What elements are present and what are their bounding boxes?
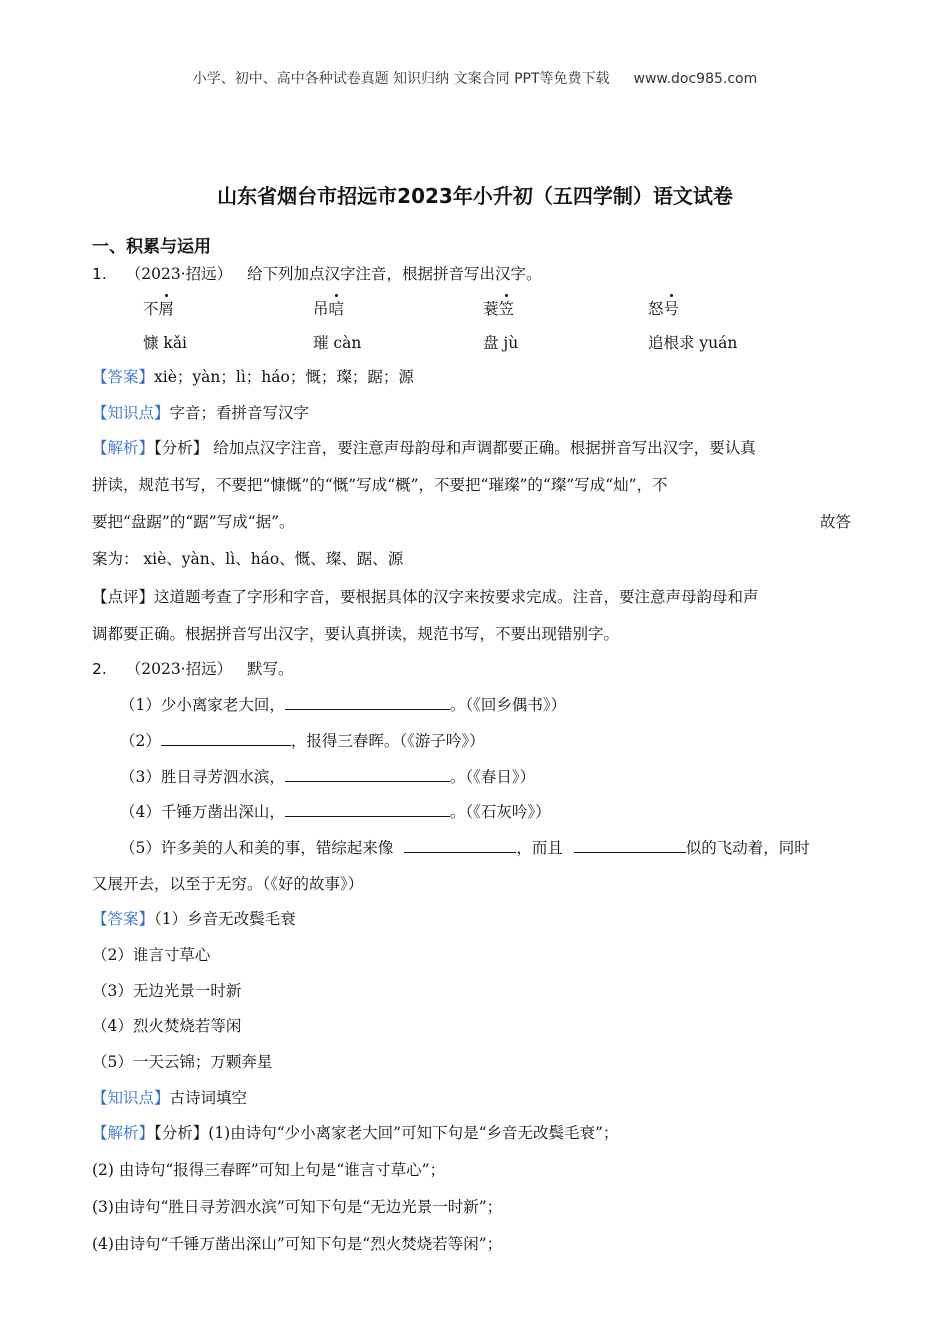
dotted-char: 号 <box>664 297 680 319</box>
knowledge-text: 古诗词填空 <box>169 1089 248 1107</box>
q1-analysis-line-2: 拼读，规范书写，不要把“慷慨”的“慨”写成“概”，不要把“璀璨”的“璨”写成“灿”，不 <box>92 476 668 494</box>
header-site[interactable]: www.doc985.com <box>633 71 758 87</box>
q1-item-1: 不屑 <box>143 297 174 319</box>
fill-blank[interactable] <box>285 695 450 710</box>
q2-analysis-line-2: (2) 由诗句“报得三春晖”可知上句是“谁言寸草心”； <box>92 1161 446 1179</box>
q2-analysis-line-3: (3)由诗句“胜日寻芳泗水滨”可知下句是“无边光景一时新”； <box>92 1198 503 1216</box>
knowledge-text: 字音；看拼音写汉字 <box>169 404 310 422</box>
knowledge-label: 【知识点】 <box>92 1089 170 1107</box>
q2-answer-2: （2）谁言寸草心 <box>92 946 211 964</box>
q1-number: 1. <box>92 265 107 283</box>
analysis-label: 【解析】 <box>92 439 155 457</box>
q1-comment-line-2: 调都要正确。根据拼音写出汉字，要认真拼读，规范书写，不要出现错别字。 <box>92 625 620 643</box>
q1-comment-line-1: 【点评】这道题考查了字形和字音，要根据具体的汉字来按要求完成。注音，要注意声母韵母和声 <box>92 588 759 606</box>
q1-prompt: 给下列加点汉字注音，根据拼音写出汉字。 <box>247 265 542 283</box>
q1-heading <box>92 262 542 284</box>
q1-analysis-line-3: 要把“盘踞”的“踞”写成“据”。 <box>92 513 295 531</box>
dotted-char: 唁 <box>329 297 345 319</box>
q1-item-3: 蓑笠 <box>483 297 514 319</box>
q1-item-2: 吊唁 <box>313 297 344 319</box>
q1-pinyin-1: 慷 kǎi <box>143 334 188 352</box>
q2-answer-5: （5）一天云锦；万颗奔星 <box>92 1053 273 1071</box>
q2-line-3: （3）胜日寻芳泗水滨， 。（《春日》） <box>120 768 536 786</box>
q2-line-1: （1）少小离家老大回， 。（《回乡偶书》） <box>120 696 567 714</box>
q2-answer <box>92 907 296 929</box>
q2-analysis-line-4: (4)由诗句“千锤万凿出深山”可知下句是“烈火焚烧若等闲”； <box>92 1235 503 1253</box>
q1-item-4: 怒号 <box>648 297 679 319</box>
q2-line-5-cont: 又展开去，以至于无穷。（《好的故事》） <box>92 875 364 893</box>
section-heading: 一、积累与运用 <box>92 237 211 257</box>
q1-pinyin-2: 璀 càn <box>313 334 362 352</box>
q1-analysis-tail: 故答 <box>820 513 852 531</box>
q1-source: （2023·招远） <box>125 265 233 283</box>
fill-blank[interactable] <box>285 767 450 782</box>
q2-number: 2. <box>92 660 107 678</box>
q1-answer <box>92 365 414 387</box>
answer-label: 【答案】 <box>92 368 155 386</box>
fill-blank[interactable] <box>574 838 686 853</box>
q2-source: （2023·招远） <box>125 660 233 678</box>
analysis-text: 【分析】 给加点汉字注音，要注意声母韵母和声调都要正确。根据拼音写出汉字，要认真 <box>154 439 756 457</box>
answer-label: 【答案】 <box>92 910 155 928</box>
answer-text: （1）乡音无改鬓毛衰 <box>154 910 296 928</box>
analysis-label: 【解析】 <box>92 1124 155 1142</box>
q2-answer-3: （3）无边光景一时新 <box>92 982 242 1000</box>
page-header <box>0 68 950 88</box>
answer-text: xiè；yàn；lì；háo；慨；璨；踞；源 <box>154 368 414 386</box>
fill-blank[interactable] <box>404 838 516 853</box>
q2-knowledge <box>92 1086 247 1108</box>
q1-knowledge <box>92 401 309 423</box>
q1-pinyin-3: 盘 jù <box>483 334 519 352</box>
page-title: 山东省烟台市招远市2023年小升初（五四学制）语文试卷 <box>217 184 733 208</box>
q2-line-4: （4）千锤万凿出深山， 。（《石灰吟》） <box>120 803 551 821</box>
q1-pinyin-4: 追根求 yuán <box>648 334 738 352</box>
header-text: 小学、初中、高中各种试卷真题 知识归纳 文案合同 PPT等免费下载 <box>192 71 610 87</box>
fill-blank[interactable] <box>285 802 450 817</box>
q2-analysis-line-1 <box>92 1121 618 1143</box>
knowledge-label: 【知识点】 <box>92 404 170 422</box>
q2-line-5: （5）许多美的人和美的事，错综起来像 ，而且 似的飞动着，同时 <box>120 839 810 857</box>
q2-heading <box>92 657 294 679</box>
fill-blank[interactable] <box>161 731 291 746</box>
analysis-text: 【分析】(1)由诗句“少小离家老大回”可知下句是“乡音无改鬓毛衰”； <box>154 1124 619 1142</box>
q1-analysis-line-4: 案为： xiè、yàn、lì、háo、慨、璨、踞、源 <box>92 550 404 568</box>
q2-answer-4: （4）烈火焚烧若等闲 <box>92 1017 242 1035</box>
dotted-char: 笠 <box>499 297 515 319</box>
q2-prompt: 默写。 <box>247 660 294 678</box>
q1-analysis-line-1 <box>92 436 756 458</box>
dotted-char: 屑 <box>159 297 175 319</box>
q2-line-2: （2） ，报得三春晖。（《游子吟》） <box>120 732 485 750</box>
